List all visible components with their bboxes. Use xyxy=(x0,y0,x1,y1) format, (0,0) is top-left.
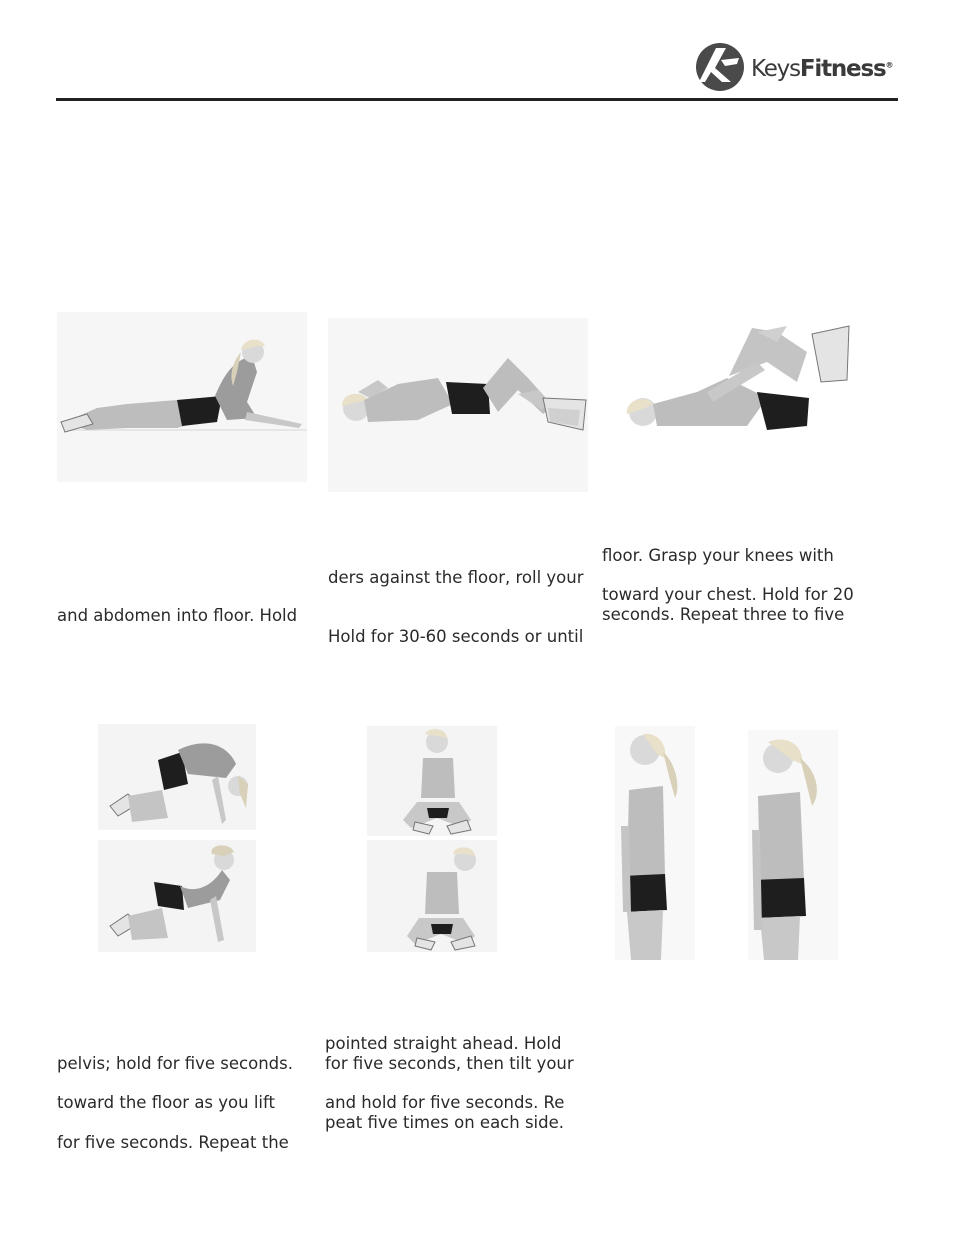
exercise-text-line: ders against the floor, roll your xyxy=(328,568,584,587)
exercise-text-line: for five seconds, then tilt your xyxy=(325,1054,574,1073)
brand-suffix: Fitness xyxy=(799,56,886,82)
trademark-mark: ® xyxy=(885,60,894,70)
header-rule xyxy=(56,98,898,101)
exercise-text-line: Hold for 30-60 seconds or until xyxy=(328,627,584,646)
photo-prone-press-up xyxy=(57,312,307,482)
runner-icon xyxy=(695,42,745,92)
photo-knees-to-chest xyxy=(617,322,855,462)
photo-cat-stretch-sagged xyxy=(98,840,256,952)
exercise-text-line: toward your chest. Hold for 20 xyxy=(602,585,854,604)
exercise-text-line: for five seconds. Repeat the xyxy=(57,1133,289,1152)
exercise-text-line: and hold for five seconds. Re xyxy=(325,1093,565,1112)
exercise-text-line: pointed straight ahead. Hold xyxy=(325,1034,562,1053)
exercise-text-line: pelvis; hold for five seconds. xyxy=(57,1054,293,1073)
photo-cat-stretch-arched xyxy=(98,724,256,830)
exercise-text-line: toward the floor as you lift xyxy=(57,1093,275,1112)
photo-chin-tuck-turned xyxy=(748,730,838,960)
photo-knee-rotation xyxy=(328,318,588,492)
exercise-text-line: seconds. Repeat three to five xyxy=(602,605,845,624)
keysfitness-logo xyxy=(695,42,900,96)
exercise-text-line: and abdomen into floor. Hold xyxy=(57,606,298,625)
exercise-text-line: floor. Grasp your knees with xyxy=(602,546,834,565)
photo-chin-tuck-forward xyxy=(615,726,695,960)
exercise-text-line: peat five times on each side. xyxy=(325,1113,565,1132)
photo-neck-tilt-right xyxy=(367,840,497,952)
brand-wordmark xyxy=(751,56,893,82)
photo-neck-tilt-left xyxy=(367,726,497,836)
brand-prefix: Keys xyxy=(751,56,800,82)
